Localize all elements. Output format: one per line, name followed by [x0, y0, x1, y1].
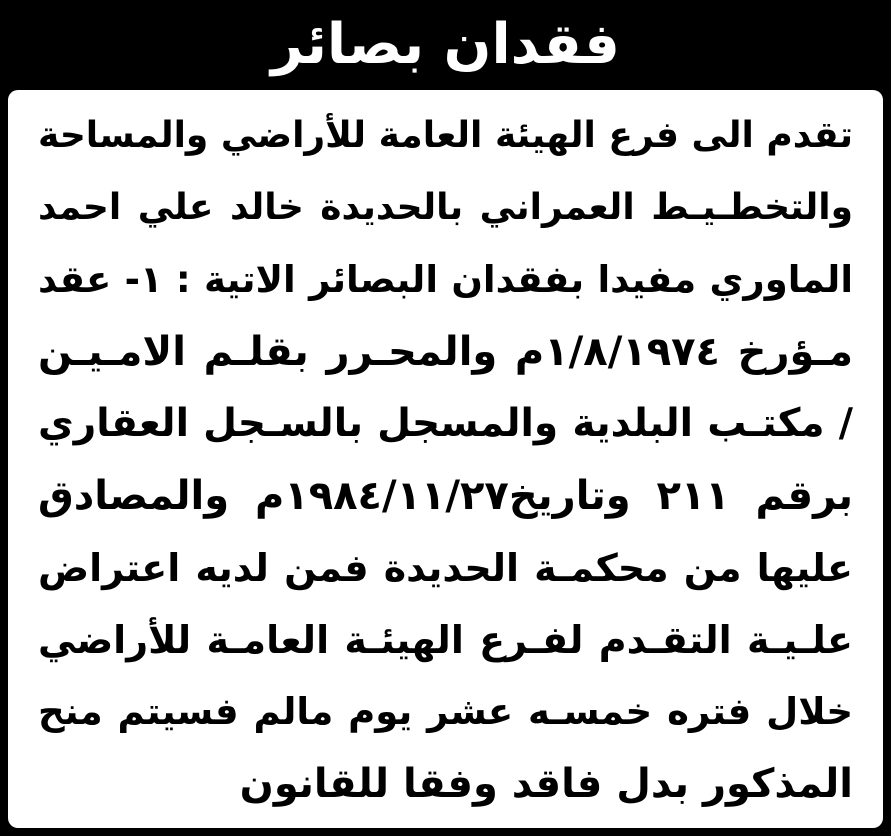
notice-text: [38, 100, 853, 820]
notice-header: [0, 0, 891, 90]
notice-title: فقدان بصائر: [271, 12, 620, 77]
notice-line: الماوري مفيدا بفقدان البصائر الاتية : ١- عقد: [38, 258, 853, 301]
notice-line: والتخطـيـط العمراني بالحديدة خالد علي احمد: [38, 187, 853, 228]
notice-body: [8, 90, 883, 828]
notice-line: المذكور بدل فاقد وفقا للقانون: [239, 761, 853, 807]
notice-line: تقدم الى فرع الهيئة العامة للأراضي والمساحة: [38, 115, 853, 156]
notice-line: برقم ٢١١ وتاريخ١٩٨٤/١١/٢٧م والمصادق: [38, 473, 853, 519]
notice-line: مـؤرخ ١/٨/١٩٧٤م والمحـرر بقلـم الامـيـن: [38, 329, 853, 375]
notice-line: علـيـة التقـدم لفـرع الهيئـة العامـة للأراضي: [38, 618, 853, 662]
notice-line: عليها من محكمـة الحديدة فمن لديه اعتراض: [38, 546, 853, 590]
notice-line: / مكتـب البلدية والمسجل بالسـجل العقاري: [38, 401, 853, 446]
notice-line: خلال فتره خمسـه عشر يوم مالم فسيتم منح: [38, 690, 853, 733]
